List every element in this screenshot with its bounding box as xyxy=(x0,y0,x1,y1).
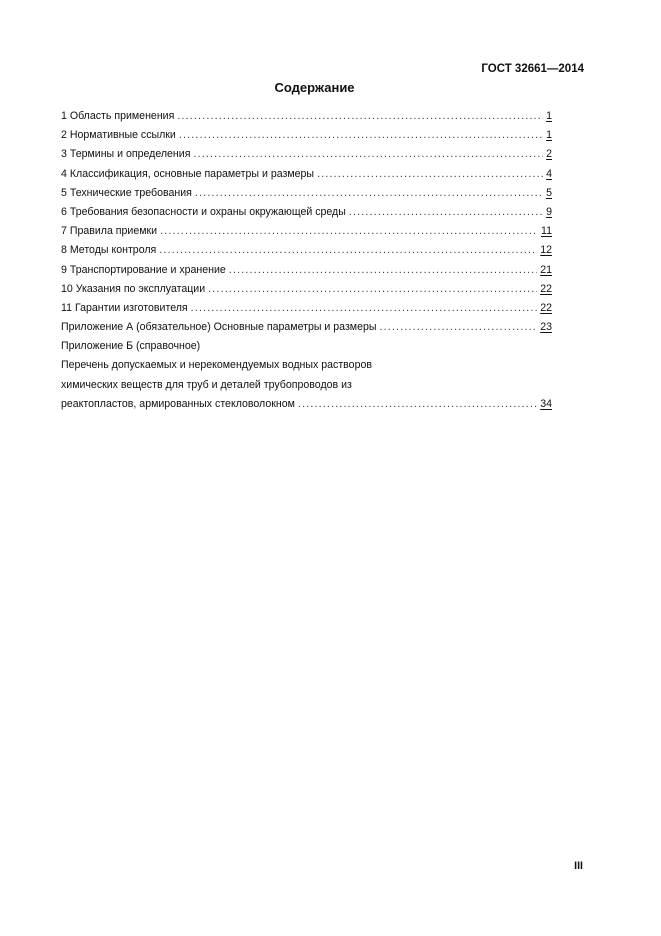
dot-leader xyxy=(195,184,543,203)
dot-leader xyxy=(208,280,537,299)
toc-entry-label: 6 Требования безопасности и охраны окружающей среды xyxy=(61,205,346,218)
dot-leader xyxy=(317,165,543,184)
toc-entry-page[interactable]: 21 xyxy=(540,263,552,276)
toc-entry-label: 10 Указания по эксплуатации xyxy=(61,282,206,295)
toc-entry-label: 1 Область применения xyxy=(61,110,175,122)
toc-entry[interactable] xyxy=(61,222,552,241)
toc-entry[interactable] xyxy=(61,165,552,184)
toc-entry[interactable] xyxy=(61,280,552,299)
toc-entry-page[interactable]: 9 xyxy=(546,205,552,218)
toc-entry-page[interactable]: 4 xyxy=(546,167,552,180)
dot-leader xyxy=(193,145,543,164)
toc-entry-page[interactable]: 12 xyxy=(540,244,552,257)
toc-entry-label: 11 Гарантии изготовителя xyxy=(61,301,188,314)
toc-entry[interactable] xyxy=(61,145,552,164)
appendix-b-title-line: химических веществ для труб и деталей трубопроводов из xyxy=(61,378,352,391)
dot-leader xyxy=(179,126,543,145)
toc-entry-label: 9 Транспортирование и хранение xyxy=(61,263,226,276)
appendix-b-title-line: Перечень допускаемых и нерекомендуемых водных растворов xyxy=(61,359,372,372)
toc-entry-page[interactable]: 22 xyxy=(540,301,552,314)
toc-entry[interactable] xyxy=(61,261,552,280)
dot-leader xyxy=(160,222,538,241)
dot-leader xyxy=(177,107,543,126)
appendix-b-heading: Приложение Б (справочное) xyxy=(61,340,201,353)
toc-entry[interactable] xyxy=(61,203,552,222)
dot-leader xyxy=(379,318,537,337)
toc-entry[interactable] xyxy=(61,241,552,260)
toc-title: Содержание xyxy=(274,80,355,95)
toc-entry-label: 2 Нормативные ссылки xyxy=(61,129,176,142)
toc-entry-page[interactable]: 1 xyxy=(546,110,552,122)
toc-entry-page[interactable]: 1 xyxy=(546,129,552,142)
toc-entry-page[interactable]: 23 xyxy=(540,321,552,334)
dot-leader xyxy=(229,261,537,280)
toc-entry-label: 8 Методы контроля xyxy=(61,244,157,257)
toc-entry[interactable] xyxy=(61,107,552,126)
toc-entry-page[interactable]: 34 xyxy=(540,397,552,410)
toc-entry-label: 5 Технические требования xyxy=(61,186,192,199)
page-number: III xyxy=(574,860,583,872)
dot-leader xyxy=(349,203,543,222)
toc-entry-page[interactable]: 5 xyxy=(546,186,552,199)
toc-entry-label: Приложение А (обязательное) Основные параметры и размеры xyxy=(61,321,377,334)
toc-entry-label: 4 Классификация, основные параметры и размеры xyxy=(61,167,315,180)
toc-entry[interactable] xyxy=(61,126,552,145)
toc-entry-page[interactable]: 11 xyxy=(541,225,552,238)
toc-entry[interactable] xyxy=(61,299,552,318)
dot-leader xyxy=(159,241,537,260)
toc-entry-label: реактопластов, армированных стекловолокном xyxy=(61,397,295,410)
toc-entry-page[interactable]: 22 xyxy=(540,282,552,295)
toc-entry[interactable] xyxy=(61,184,552,203)
toc-entry-label: 7 Правила приемки xyxy=(61,225,158,238)
standard-code: ГОСТ 32661—2014 xyxy=(481,63,584,75)
toc-entry[interactable] xyxy=(61,395,552,414)
dot-leader xyxy=(191,299,538,318)
table-of-contents xyxy=(61,107,552,414)
toc-entry-label: 3 Термины и определения xyxy=(61,148,191,161)
dot-leader xyxy=(298,395,537,414)
toc-entry[interactable] xyxy=(61,318,552,337)
toc-entry-page[interactable]: 2 xyxy=(546,148,552,161)
